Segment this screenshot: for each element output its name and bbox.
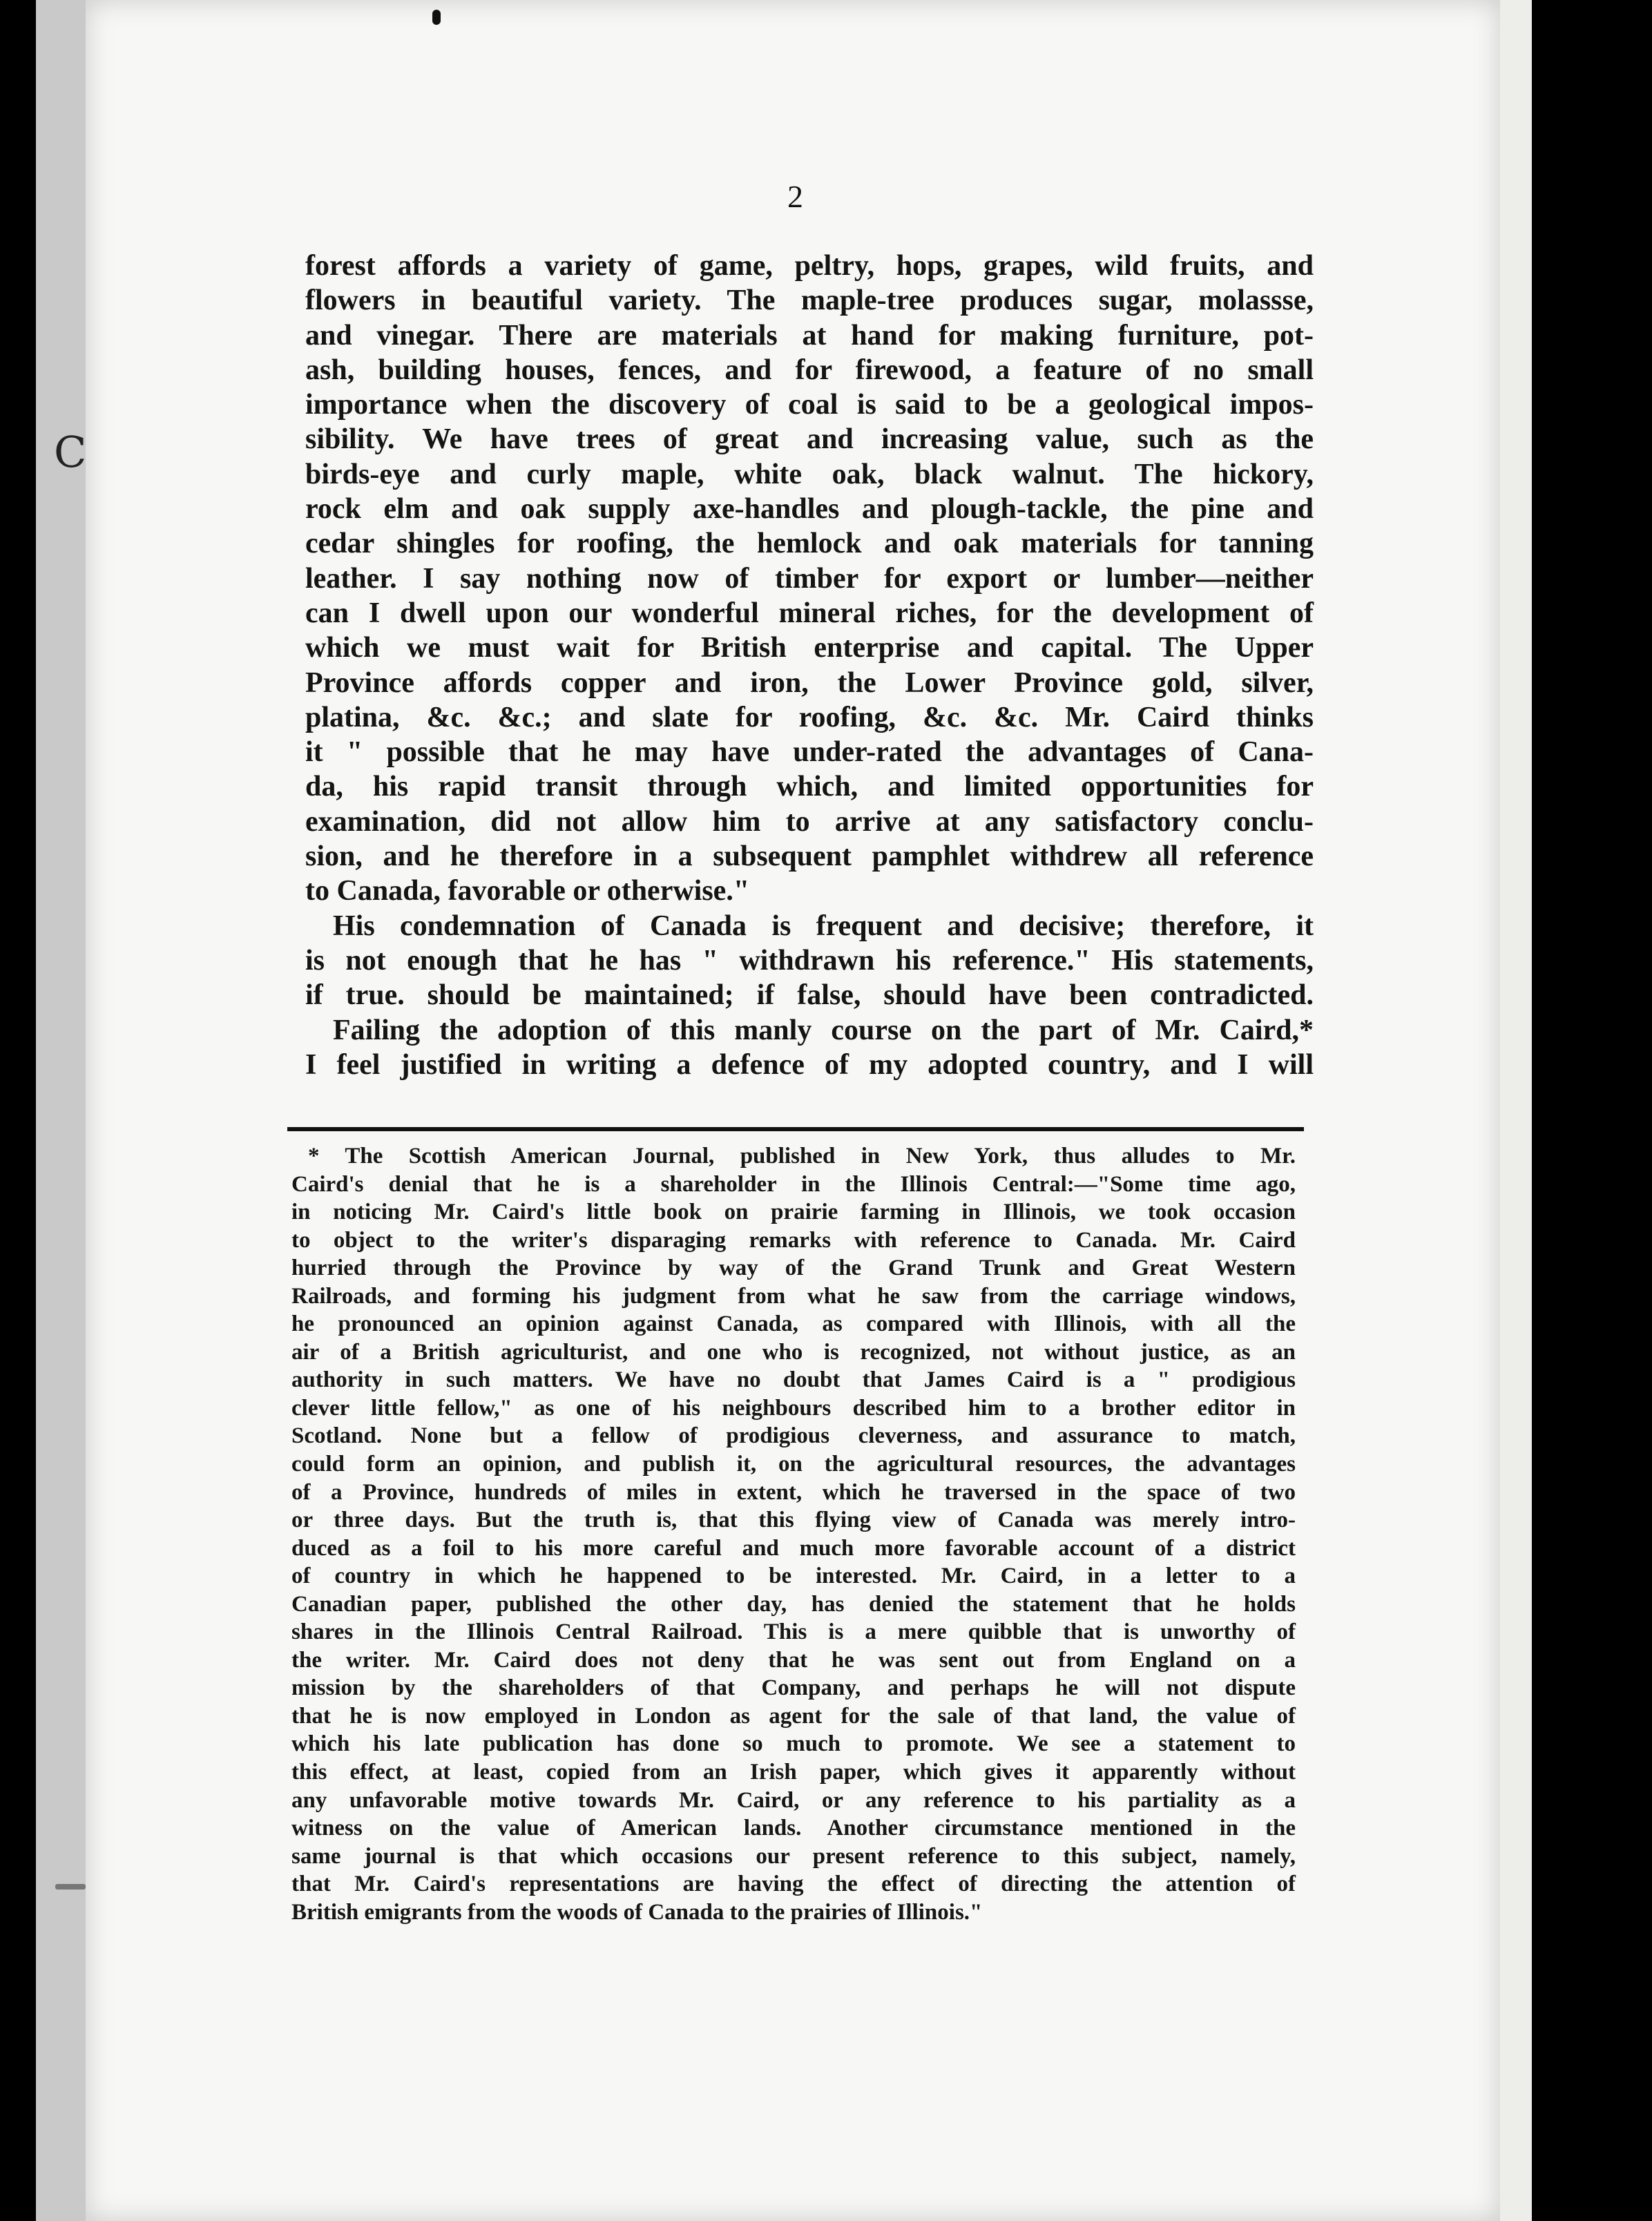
body-line: ash, building houses, fences, and for firewood, a feature of no small <box>305 354 1314 386</box>
footnote-line: he pronounced an opinion against Canada, as compared with Illinois, with all the <box>291 1311 1296 1337</box>
footnote-line: same journal is that which occasions our present reference to this subject, namely, <box>291 1843 1296 1869</box>
body-line: to Canada, favorable or otherwise." <box>305 875 750 907</box>
footnote <box>291 1142 1296 1926</box>
body-line: it " possible that he may have under-rated the advantages of Cana- <box>305 736 1314 769</box>
footnote-line: hurried through the Province by way of the Grand Trunk and Great Western <box>291 1256 1296 1281</box>
footnote-rule <box>287 1127 1304 1131</box>
footnote-line: air of a British agriculturist, and one who is recognized, not without justice, as an <box>291 1339 1296 1365</box>
page-number: 2 <box>787 179 803 214</box>
margin-smudge <box>55 1884 86 1890</box>
footnote-line: the writer. Mr. Caird does not deny that he was sent out from England on a <box>291 1647 1296 1673</box>
body-line: leather. I say nothing now of timber for export or lumber—neither <box>305 562 1314 595</box>
body-line: and vinegar. There are materials at hand for making furniture, pot- <box>305 319 1314 352</box>
footnote-line: any unfavorable motive towards Mr. Caird, or any reference to his partiality as a <box>291 1787 1296 1813</box>
footnote-line: * The Scottish American Journal, published in New York, thus alludes to Mr. <box>308 1144 1296 1169</box>
body-line: importance when the discovery of coal is said to be a geological impos- <box>305 389 1314 421</box>
footnote-line: mission by the shareholders of that Company, and perhaps he will not dispute <box>291 1675 1296 1701</box>
footnote-line: authority in such matters. We have no doubt that James Caird is a " prodigious <box>291 1367 1296 1393</box>
body-line: can I dwell upon our wonderful mineral riches, for the development of <box>305 597 1314 629</box>
footnote-line: Scotland. None but a fellow of prodigious cleverness, and assurance to match, <box>291 1423 1296 1449</box>
footnote-line: that Mr. Caird's representations are having the effect of directing the attention of <box>291 1872 1296 1897</box>
body-line: sibility. We have trees of great and increasing value, such as the <box>305 423 1314 456</box>
footnote-line: Railroads, and forming his judgment from what he saw from the carriage windows, <box>291 1283 1296 1309</box>
body-line: birds-eye and curly maple, white oak, black walnut. The hickory, <box>305 458 1314 490</box>
footnote-line: Caird's denial that he is a shareholder in the Illinois Central:—"Some time ago, <box>291 1171 1296 1197</box>
body-line: sion, and he therefore in a subsequent pamphlet withdrew all reference <box>305 840 1314 873</box>
footnote-line: could form an opinion, and publish it, on the agricultural resources, the advantages <box>291 1452 1296 1477</box>
body-line: cedar shingles for roofing, the hemlock and oak materials for tanning <box>305 528 1314 560</box>
body-line: platina, &c. &c.; and slate for roofing, &c. &c. Mr. Caird thinks <box>305 701 1314 733</box>
body-line: which we must wait for British enterprise and capital. The Upper <box>305 632 1314 664</box>
body-line: forest affords a variety of game, peltry, hops, grapes, wild fruits, and <box>305 250 1314 282</box>
footnote-line: in noticing Mr. Caird's little book on prairie farming in Illinois, we took occasion <box>291 1200 1296 1225</box>
body-line: Province affords copper and iron, the Lower Province gold, silver, <box>305 666 1314 699</box>
body-text <box>305 249 1314 1082</box>
footnote-line: of country in which he happened to be interested. Mr. Caird, in a letter to a <box>291 1564 1296 1589</box>
body-line: rock elm and oak supply axe-handles and plough-tackle, the pine and <box>305 493 1314 526</box>
footnote-line: shares in the Illinois Central Railroad. This is a mere quibble that is unworthy of <box>291 1619 1296 1645</box>
footnote-line: this effect, at least, copied from an Irish paper, which gives it apparently without <box>291 1760 1296 1785</box>
footnote-line: or three days. But the truth is, that this flying view of Canada was merely intro- <box>291 1508 1296 1533</box>
body-line: is not enough that he has " withdrawn his reference." His statements, <box>305 944 1314 977</box>
footnote-line: which his late publication has done so much to promote. We see a statement to <box>291 1731 1296 1757</box>
footnote-line: of a Province, hundreds of miles in extent, which he traversed in the space of two <box>291 1479 1296 1505</box>
footnote-line: clever little fellow," as one of his neighbours described him to a brother editor in <box>291 1395 1296 1421</box>
body-line: His condemnation of Canada is frequent and decisive; therefore, it <box>333 910 1314 942</box>
right-page-edge <box>1500 0 1532 2221</box>
footnote-line: Canadian paper, published the other day, has denied the statement that he holds <box>291 1591 1296 1617</box>
footnote-line: British emigrants from the woods of Canada to the prairies of Illinois." <box>291 1899 983 1925</box>
footnote-line: witness on the value of American lands. Another circumstance mentioned in the <box>291 1816 1296 1841</box>
body-line: examination, did not allow him to arrive at any satisfactory conclu- <box>305 805 1314 838</box>
margin-mark: C <box>54 427 87 477</box>
body-line: Failing the adoption of this manly course on the part of Mr. Caird,* <box>333 1014 1314 1046</box>
body-line: I feel justified in writing a defence of my adopted country, and I will <box>305 1048 1314 1081</box>
ink-dot <box>432 10 441 25</box>
body-line: da, his rapid transit through which, and limited opportunities for <box>305 771 1314 803</box>
footnote-line: duced as a foil to his more careful and much more favorable account of a district <box>291 1535 1296 1561</box>
body-line: flowers in beautiful variety. The maple-tree produces sugar, molassse, <box>305 285 1314 317</box>
body-line: if true. should be maintained; if false, should have been contradicted. <box>305 979 1314 1012</box>
footnote-line: that he is now employed in London as agent for the sale of that land, the value of <box>291 1703 1296 1729</box>
footnote-line: to object to the writer's disparaging remarks with reference to Canada. Mr. Caird <box>291 1227 1296 1253</box>
